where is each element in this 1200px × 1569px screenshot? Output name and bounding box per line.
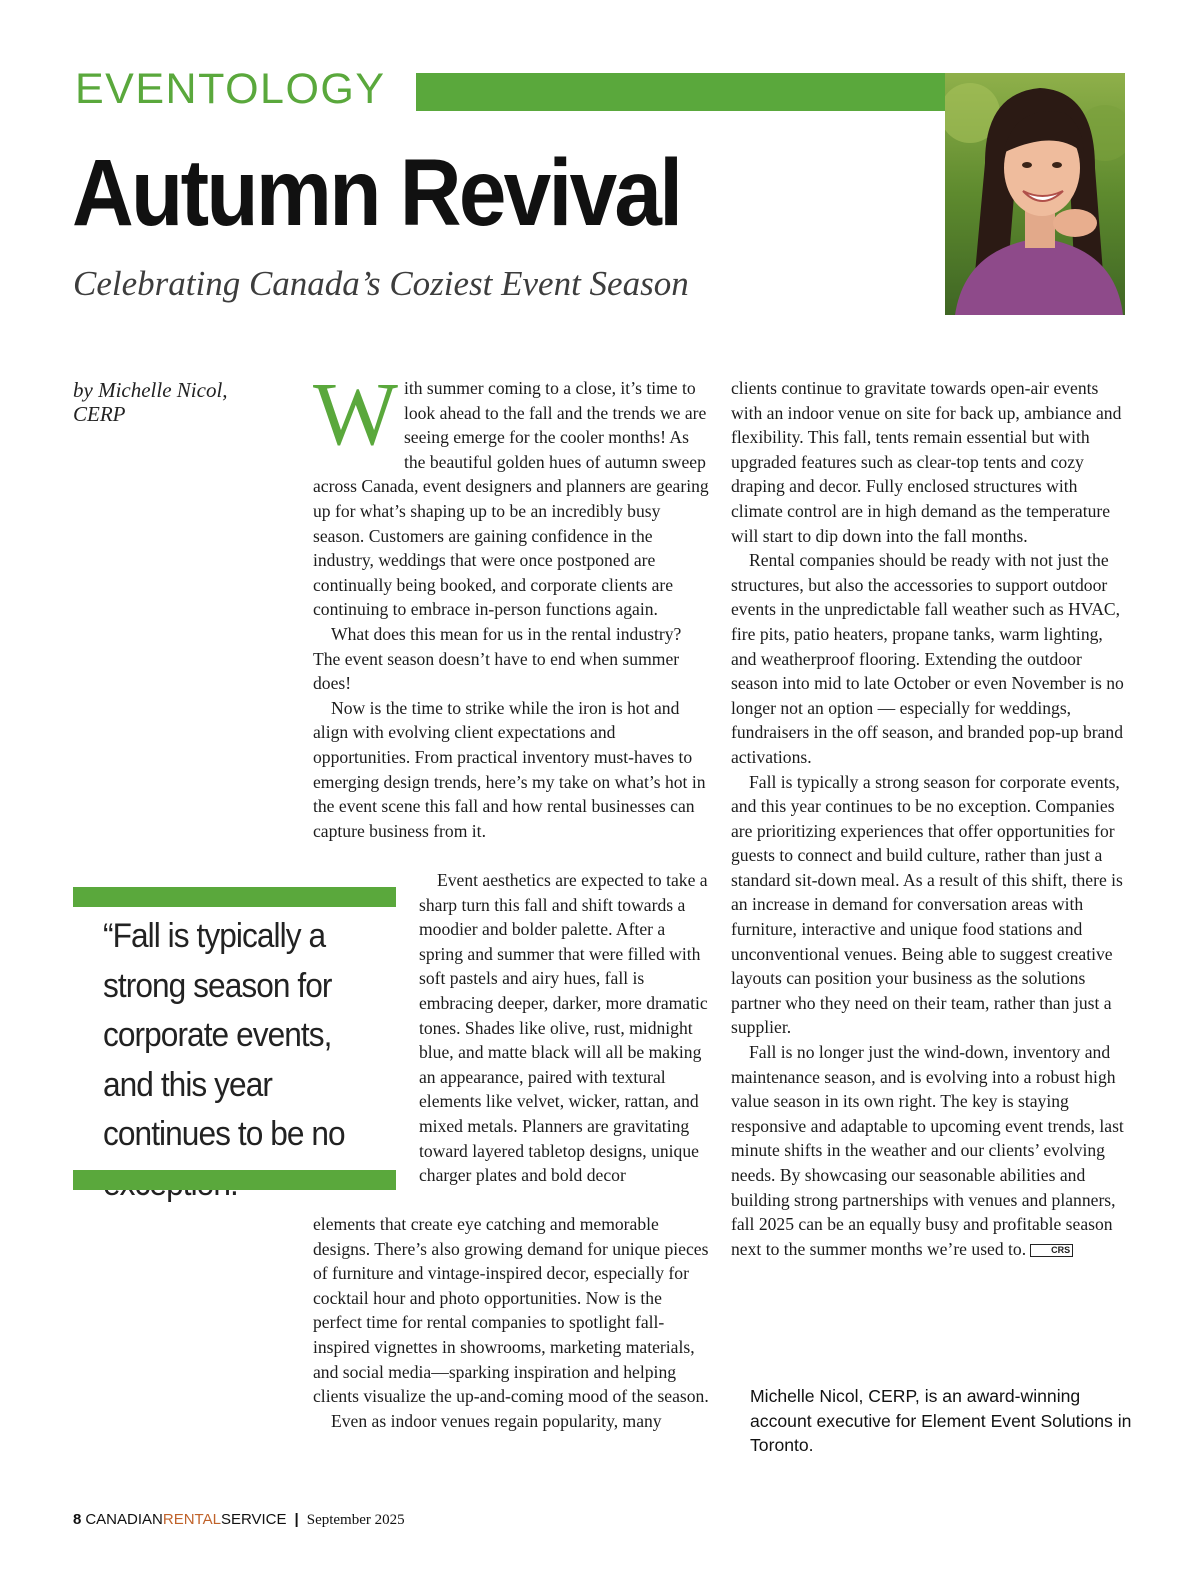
article-paragraph-5-start: Even as indoor venues regain popularity, many [331,1410,662,1431]
footer-separator: | [294,1511,299,1528]
author-bio: Michelle Nicol, CERP, is an award-winning account executive for Element Event Solutions in Toronto. [750,1386,1132,1456]
article-paragraph-7: Fall is typically a strong season for corporate events, and this year continues to be no exception. Companies are prioritizing experiences that offer opportunities for guests to connect and build culture, rather than just a standard sit-down meal. As a result of this shift, there is an increase in demand for conversation areas with furniture, interactive and unique food stations and unconventional venues. Being able to suggest creative layouts can position your business as the solutions partner who they need on their team, rather than just a supplier. [731,771,1123,1038]
section-kicker: EVENTOLOGY [75,65,386,113]
magazine-name-part1: CANADIAN [85,1511,163,1528]
article-paragraph-3: Now is the time to strike while the iron is hot and align with evolving client expectations and opportunities. From practical inventory must-haves to emerging design trends, here’s my take on what’s hot in the event scene this fall and how rental businesses can capture business from it. [313,697,706,841]
issue-date: September 2025 [306,1512,405,1528]
magazine-name-part2: RENTAL [162,1511,221,1528]
crs-end-mark-icon: CRS [1030,1244,1073,1257]
article-paragraph-4b: elements that create eye catching and memorable designs. There’s also growing demand for unique pieces of furniture and vintage-inspired decor, especially for cocktail hour and photo opportunities. Now is the perfect time for rental companies to spotlight fall-inspired vignettes in showrooms, marketing materials, and social media—sparking inspiration and helping clients visualize the up-and-coming mood of the season. [313,1214,709,1407]
byline: by Michelle Nicol, CERP [73,378,228,426]
article-column-1-top [313,365,711,843]
author-portrait-drawing [945,73,1125,315]
article-paragraph-5-continued: clients continue to gravitate towards open-air events with an indoor venue on site for back up, ambiance and flexibility. This fall, tents remain essential but with upgraded features such as clear-top tents and cozy draping and decor. Fully enclosed structures with climate control are in high demand as the temperature will start to dip down into the fall months. [731,378,1122,546]
pull-quote-top-bar [73,887,396,907]
article-paragraph-4a: Event aesthetics are expected to take a sharp turn this fall and shift towards a moodier and bolder palette. After a spring and summer that were filled with soft pastels and airy hues, fall is embracing deeper, darker, more dramatic tones. Shades like olive, rust, midnight blue, and matte black will all be making an appearance, paired with textural elements like velvet, wicker, rattan, and mixed metals. Planners are gravitating toward layered tabletop designs, unique charger plates and bold decor [419,870,708,1186]
article-paragraph-1: With summer coming to a close, it’s time to look ahead to the fall and the trends we are seeing emerge for the cooler months! As the beautiful golden hues of autumn sweep across Canada, event designers and planners are gearing up for what’s shaping up to be an incredibly busy season. Customers are gaining confidence in the industry, weddings that were once postponed are continually being booked, and corporate clients are continuing to embrace in-person functions again. [313,365,709,620]
page-number: 8 [73,1511,82,1528]
author-portrait-icon [945,73,1125,315]
article-paragraph-8: Fall is no longer just the wind-down, inventory and maintenance season, and is evolving into a robust high value season in its own right. The key is staying responsive and adaptable to upcoming event trends, last minute shifts in the weather and our clients’ evolving needs. By showcasing our seasonable abilities and building strong partnerships with venues and planners, fall 2025 can be an equally busy and profitable season next to the summer months we’re used to. CRS [731,1042,1124,1259]
page-footer [73,1509,405,1531]
article-paragraph-2: What does this mean for us in the rental industry? The event season doesn’t have to end when summer does! [313,623,682,694]
article-column-2 [731,376,1127,1261]
pull-quote: “Fall is typically a strong season for corporate events, and this year continues to be no [103,917,345,1153]
drop-cap: W [313,365,398,464]
magazine-name-part3: SERVICE [220,1511,287,1528]
article-title: Autumn Revival [72,140,681,246]
pull-quote-bottom-bar [73,1170,396,1190]
section-accent-bar [416,73,945,111]
article-column-1-narrow [419,868,711,1188]
article-column-1-bottom [313,1212,711,1433]
article-paragraph-6: Rental companies should be ready with not just the structures, but also the accessories to support outdoor events in the unpredictable fall weather such as HVAC, fire pits, patio heaters, propane tanks, warm lighting, and weatherproof flooring. Extending the outdoor season into mid to late October or even November is no longer not an option — especially for weddings, fundraisers in the off season, and branded pop-up brand activations. [731,550,1124,767]
article-subtitle: Celebrating Canada’s Coziest Event Season [73,264,689,303]
